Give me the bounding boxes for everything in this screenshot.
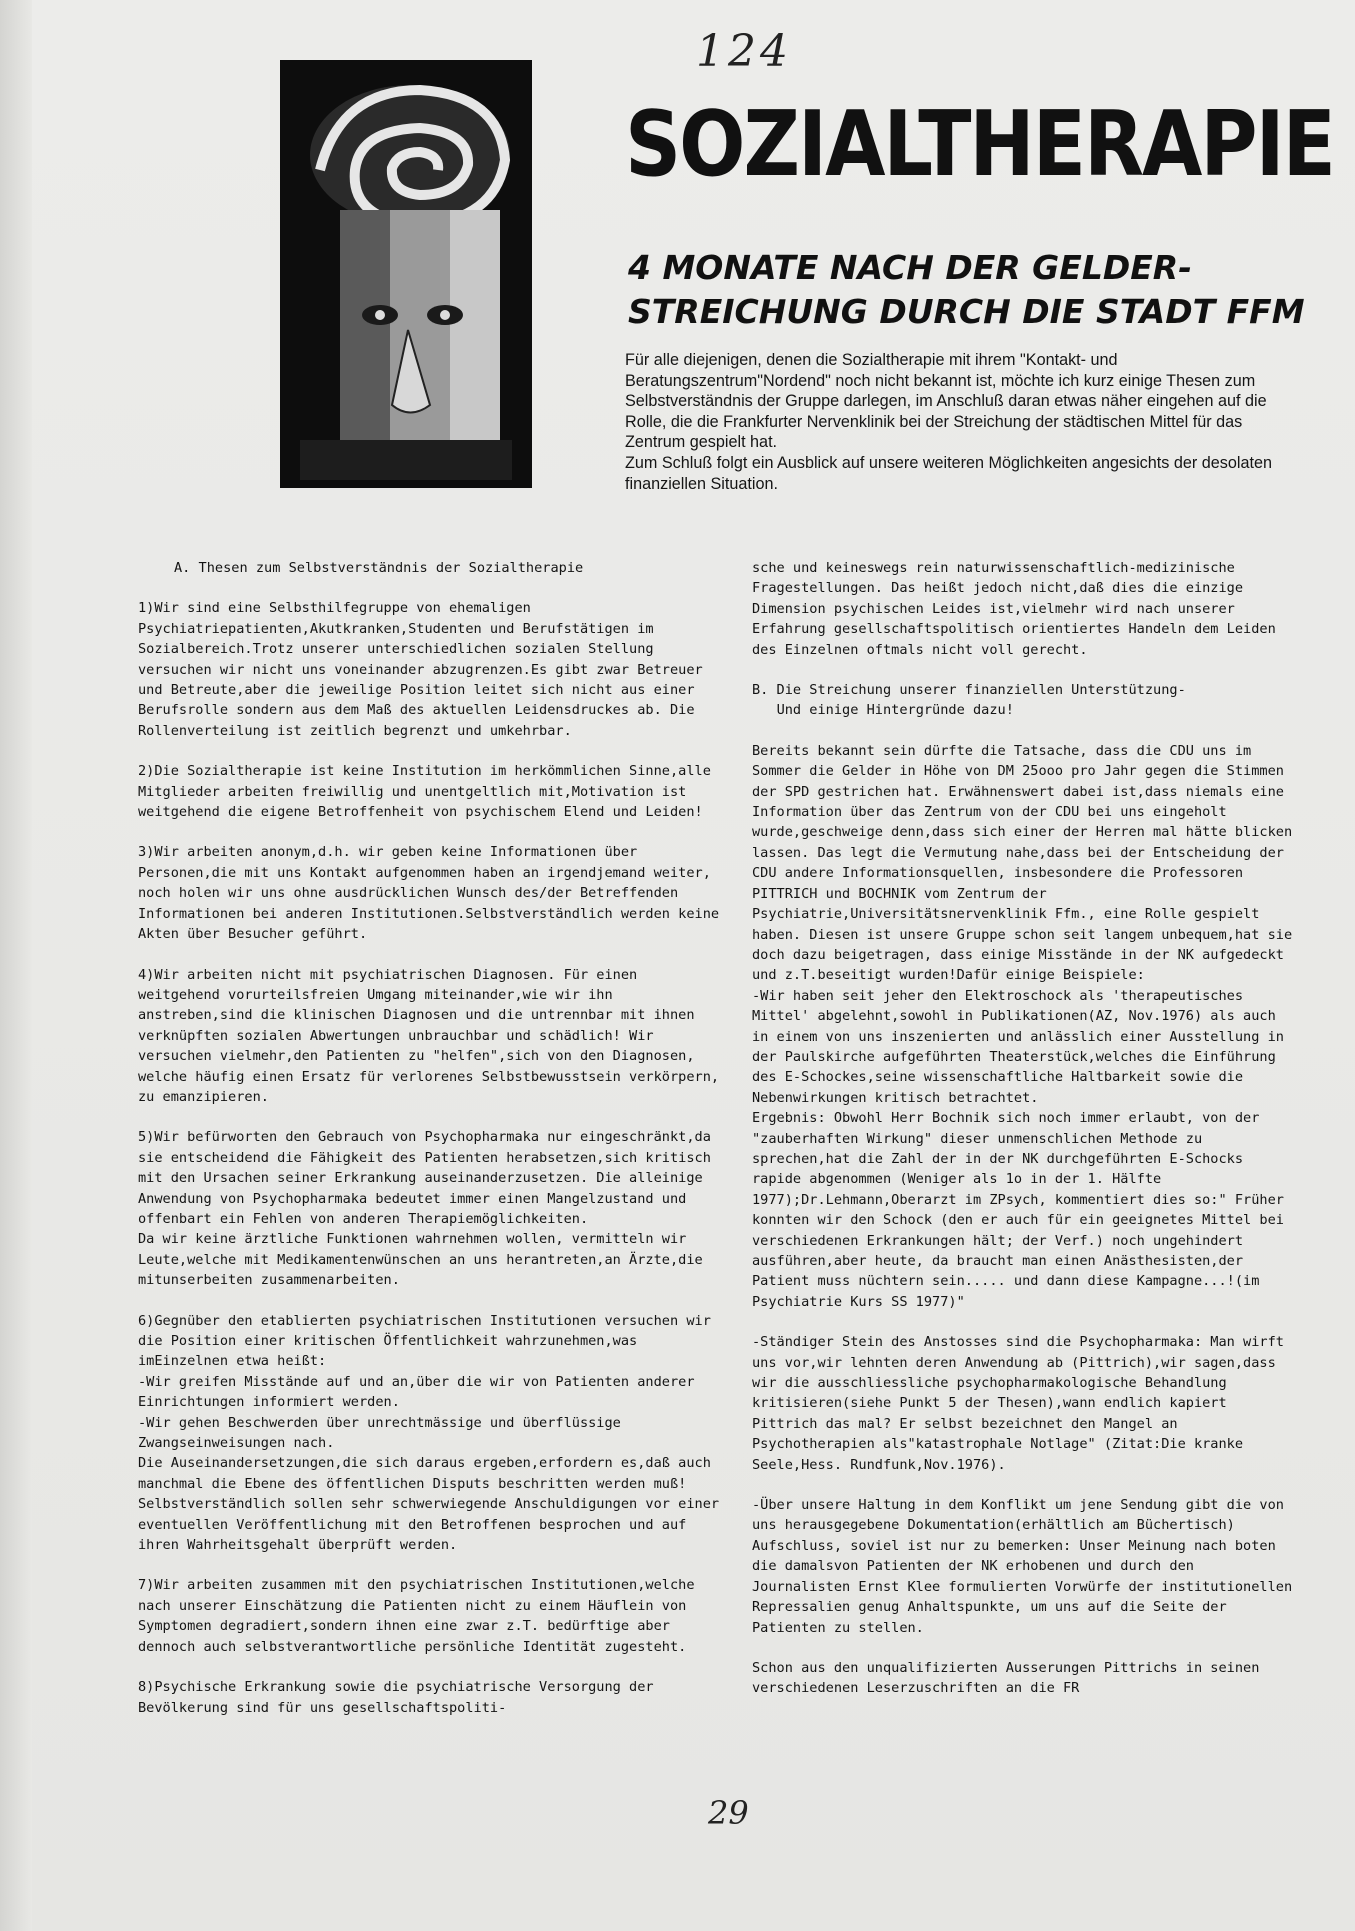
page-number: 29 [708, 1794, 749, 1832]
thesis-paragraph: 5)Wir befürworten den Gebrauch von Psychopharmaka nur eingeschränkt,da sie entscheidend die Fähigkeit des Patienten herabsetzen,sich kritisch mit den Ursachen seiner Erkrankung auseinanderzusetzen. Die alleinige Anwendung von Psychopharmaka bedeutet immer einen Mangelzustand und offenbart ein Fehlen von anderen Therapiemöglichkeiten. Da wir keine ärztliche Funktionen wahrnehmen wollen, vermitteln wir Leute,welche mit Medikamentenwünschen an uns herantreten,an Ärzte,die mitunserbeiten zusammenarbeiten. [138, 1129, 711, 1289]
body-paragraph: -Ständiger Stein des Anstosses sind die Psychopharmaka: Man wirft uns vor,wir lehnten deren Anwendung ab (Pittrich),wir sagen,dass wir die ausschliessliche psychopharmakologische Behandlung kritisieren(siehe Punkt 5 der Thesen),wann endlich kapiert Pittrich das mal? Er selbst bezeichnet den Mangel an Psychotherapien als"katastrophale Notlage" (Zitat:Die kranke Seele,Hess. Rundfunk,Nov.1976). [752, 1334, 1293, 1473]
thesis-paragraph: 4)Wir arbeiten nicht mit psychiatrischen Diagnosen. Für einen weitgehend vorurteilsfreien Umgang miteinander,wie wir ihn anstreben,sind die klinischen Diagnosen und die untrennbar mit ihnen verknüpften sozialen Abwertungen unbrauchbar und schädlich! Wir versuchen vielmehr,den Patienten zu "helfen",sich von den Diagnosen, welche häufig einen Ersatz für verlorenes Selbstbewusstsein verkörpern, zu emanzipieren. [138, 966, 728, 1105]
right-column [752, 558, 1301, 1699]
scan-edge-shadow [0, 0, 32, 1931]
section-heading: B. Die Streichung unserer finanziellen Unterstützung- Und einige Hintergründe dazu! [752, 682, 1186, 719]
spiral-face-illustration-icon [280, 60, 532, 488]
body-paragraph: sche und keineswegs rein naturwissenschaftlich-medizinische Fragestellungen. Das heißt jedoch nicht,daß dies die einzige Dimension psychischen Leides ist,vielmehr wird nach unserer Erfahrung gesellschaftspolitisch orientiertes Handeln dem Leiden des Einzelnen oftmals nicht voll gerecht. [752, 560, 1284, 658]
thesis-paragraph: 6)Gegnüber den etablierten psychiatrischen Institutionen versuchen wir die Position einer kritischen Öffentlichkeit wahrzunehmen,was imEinzelnen etwa heißt: -Wir greifen Misstände auf und an,über die wir von Patienten anderer Einrichtungen informiert werden. -Wir gehen Beschwerden über unrechtmässige und überflüssige Zwangseinweisungen nach. Die Auseinandersetzungen,die sich daraus ergeben,erfordern es,daß auch manchmal die Ebene des öffentlichen Disputs beschritten werden muß! Selbstverständlich sollen sehr schwerwiegende Anschuldigungen vor einer eventuellen Veröffentlichung mit den Betroffenen besprochen und auf ihren Wahrheitsgehalt überprüft werden. [138, 1312, 720, 1554]
thesis-paragraph: 8)Psychische Erkrankung sowie die psychiatrische Versorgung der Bevölkerung sind für uns gesellschaftspoliti- [138, 1679, 662, 1716]
body-paragraph: -Über unsere Haltung in dem Konflikt um jene Sendung gibt die von uns herausgegebene Dokumentation(erhältlich am Büchertisch) Aufschluss, soviel ist nur zu bemerken: Unser Meinung nach boten die damalsvon Patienten der NK erhobenen und durch den Journalisten Ernst Klee formulierten Vorwürfe der institutionellen Repressalien genug Anhaltspunkte, um uns auf die Seite der Patienten zu stellen. [752, 1497, 1301, 1636]
subheadline [628, 246, 1308, 334]
thesis-paragraph: 2)Die Sozialtherapie ist keine Institution im herkömmlichen Sinne,alle Mitglieder arbeiten freiwillig und unentgeltlich mit,Motivation ist weitgehend die eigene Betroffenheit von psychischem Elend und Leiden! [138, 763, 720, 821]
thesis-paragraph: 3)Wir arbeiten anonym,d.h. wir geben keine Informationen über Personen,die mit uns Kontakt aufgenommen haben an irgendjemand weiter, noch holen wir uns ohne ausdrücklichen Wunsch des/der Betreffenden Informationen bei anderen Institutionen.Selbstverständlich werden keine Akten über Besucher geführt. [138, 844, 728, 943]
left-column [138, 558, 728, 1718]
intro-text: Zum Schluß folgt ein Ausblick auf unsere weiteren Möglichkeiten angesichts der desolaten finanziellen Situation. [625, 453, 1272, 493]
thesis-paragraph: 1)Wir sind eine Selbsthilfegruppe von ehemaligen Psychiatriepatienten,Akutkranken,Studenten und Berufstätigen im Sozialbereich.Trotz unserer unterschiedlichen sozialen Stellung versuchen wir nicht uns voneinander abzugrenzen.Es gibt zwar Betreuer und Betreute,aber die jeweilige Position leitet sich nicht aus einer Berufsrolle sondern aus dem Maß des aktuellen Leidensdruckes ab. Die Rollenverteilung ist zeitlich begrenzt und umkehrbar. [138, 600, 711, 739]
subheadline-line: STREICHUNG DURCH DIE STADT FFM [628, 292, 1305, 331]
photo-illustration [280, 60, 532, 488]
body-paragraph: Schon aus den unqualifizierten Ausserungen Pittrichs in seinen verschiedenen Leserzuschriften an die FR [752, 1659, 1268, 1697]
intro-text: Für alle diejenigen, denen die Sozialtherapie mit ihrem "Kontakt- und Beratungszentrum"Nordend" noch nicht bekannt ist, möchte ich kurz einige Thesen zum Selbstverständnis der Gruppe darlegen, im Anschluß daran etwas näher eingehen auf die Rolle, die die Frankfurter Nervenklinik bei der Streichung der städtischen Mittel für das Zentrum gespielt hat. [625, 351, 1267, 452]
section-heading: A. Thesen zum Selbstverständnis der Sozialtherapie [174, 560, 584, 576]
intro-paragraph [625, 350, 1305, 494]
headline: SOZIALTHERAPIE [625, 93, 1334, 197]
subheadline-line: 4 MONATE NACH DER GELDER- [628, 248, 1192, 287]
handwritten-number: 124 [696, 26, 792, 77]
thesis-paragraph: 7)Wir arbeiten zusammen mit den psychiatrischen Institutionen,welche nach unserer Einschätzung die Patienten nicht zu einem Häuflein von Symptomen degradiert,sondern ihnen eine zwar z.T. bedürftige aber dennoch auch selbstverantwortliche persönliche Identität zugesteht. [138, 1577, 703, 1655]
body-paragraph: Bereits bekannt sein dürfte die Tatsache, dass die CDU uns im Sommer die Gelder in Höhe von DM 25ooo pro Jahr gegen die Stimmen der SPD gestrichen hat. Erwähnenswert dabei ist,dass niemals eine Information über das Zentrum von der CDU bei uns eingeholt wurde,geschweige denn,dass sich einer der Herren mal hätte blicken lassen. Das legt die Vermutung nahe,dass bei der Entscheidung der CDU andere Informationsquellen, insbesondere die Professoren PITTRICH und BOCHNIK vom Zentrum der Psychiatrie,Universitätsnervenklinik Ffm., eine Rolle gespielt haben. Diesen ist unsere Gruppe schon seit langem unbequem,hat sie doch dazu beigetragen, dass einige Misstände in der NK aufgedeckt und z.T.beseitigt wurden!Dafür einige Beispiele: -Wir haben seit jeher den Elektroschock als 'therapeutisches Mittel' abgelehnt,sowohl in Publikationen(AZ, Nov.1976) als auch in einem von uns inszenierten und anlässlich einer Ausstellung in der Paulskirche aufgeführten Theaterstück,welches die Einführung des E-Schockes,seine wissenschaftliche Haltbarkeit sowie die Nebenwirkungen kritisch betrachtet. Ergebnis: Obwohl Herr Bochnik sich noch immer erlaubt, von der "zauberhaften Wirkung" dieser unmenschlichen Methode zu sprechen,hat die Zahl der in der NK durchgeführten E-Schocks rapide abgenommen (Weniger als 1o in der 1. Hälfte 1977);Dr.Lehmann,Oberarzt im ZPsych, kommentiert dies so:" Früher konnten wir den Schock (den er auch für ein geeignetes Mittel bei verschiedenen Erkrankungen hält; der Verf.) noch ungehindert ausführen,aber heute, da braucht man einen Anästhesisten,der Patient muss nüchtern sein..... und dann diese Kampagne...!(im Psychiatrie Kurs SS 1977)" [752, 742, 1293, 1310]
